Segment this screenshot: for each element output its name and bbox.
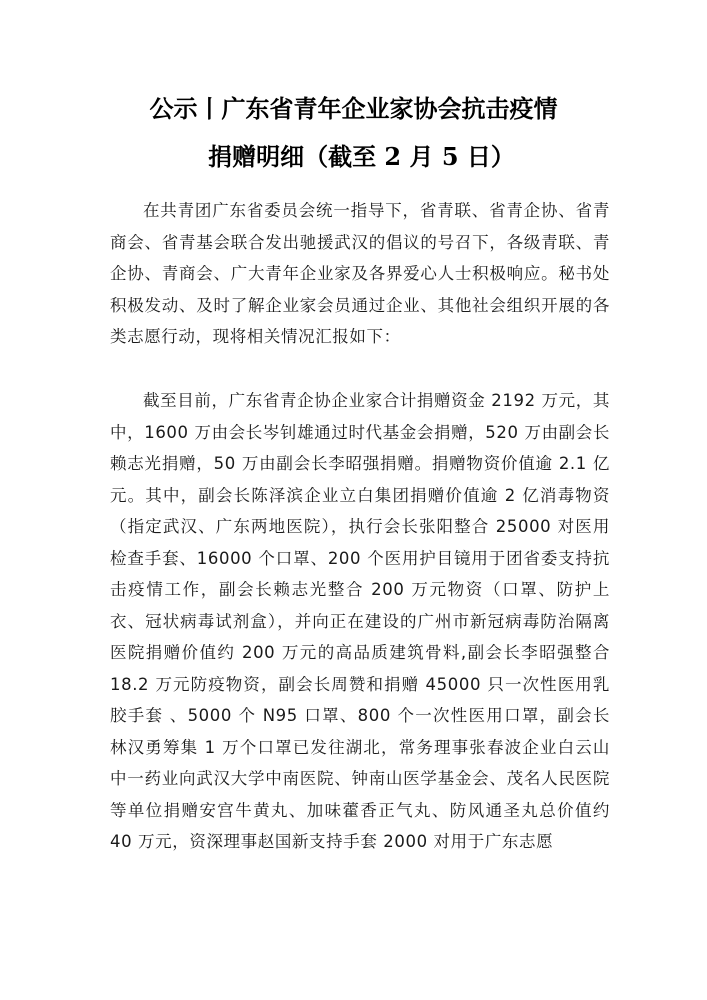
page-title-line-1: 公示丨广东省青年企业家协会抗击疫情 [149,94,558,123]
page-title-line-2: 捐赠明细（截至 2 月 5 日） [208,142,515,171]
donation-details-paragraph [110,385,610,858]
paragraph-text: 在共青团广东省委员会统一指导下，省青联、省青企协、省青商会、省青基会联合发出驰援武汉的倡议的号召下，各级青联、青企协、青商会、广大青年企业家及各界爱心人士积极响应。秘书处积极发动、及时了解企业家会员通过企业、其他社会组织开展的各类志愿行动，现将相关情况汇报如下： [110,201,610,346]
intro-paragraph [110,195,610,353]
paragraph-text: 截至目前，广东省青企协企业家合计捐赠资金 2192 万元，其中，1600 万由会长岑钊雄通过时代基金会捐赠，520 万由副会长赖志光捐赠，50 万由副会长李昭强捐赠。捐赠物资价值逾 2.1 亿元。其中，副会长陈泽滨企业立白集团捐赠价值逾 2 亿消毒物资（指定武汉、广东两地医院），执行会长张阳整合 25000 对医用检查手套、16000 个口罩、200 个医用护目镜用于团省委支持抗击疫情工作，副会长赖志光整合 200 万元物资（口罩、防护上衣、冠状病毒试剂盒），并向正在建设的广州市新冠病毒防治隔离医院捐赠价值约 200 万元的高品质建筑骨料,副会长李昭强整合 18.2 万元防疫物资，副会长周赞和捐赠 45000 只一次性医用乳胶手套 、5000 个 N95 口罩、800 个一次性医用口罩，副会长林汉勇筹集 1 万个口罩已发往湖北，常务理事张春波企业白云山中一药业向武汉大学中南医院、钟南山医学基金会、茂名人民医院等单位捐赠安宫牛黄丸、加味藿香正气丸、防风通圣丸总价值约 40 万元，资深理事赵国新支持手套 2000 对用于广东志愿 [110,391,610,851]
